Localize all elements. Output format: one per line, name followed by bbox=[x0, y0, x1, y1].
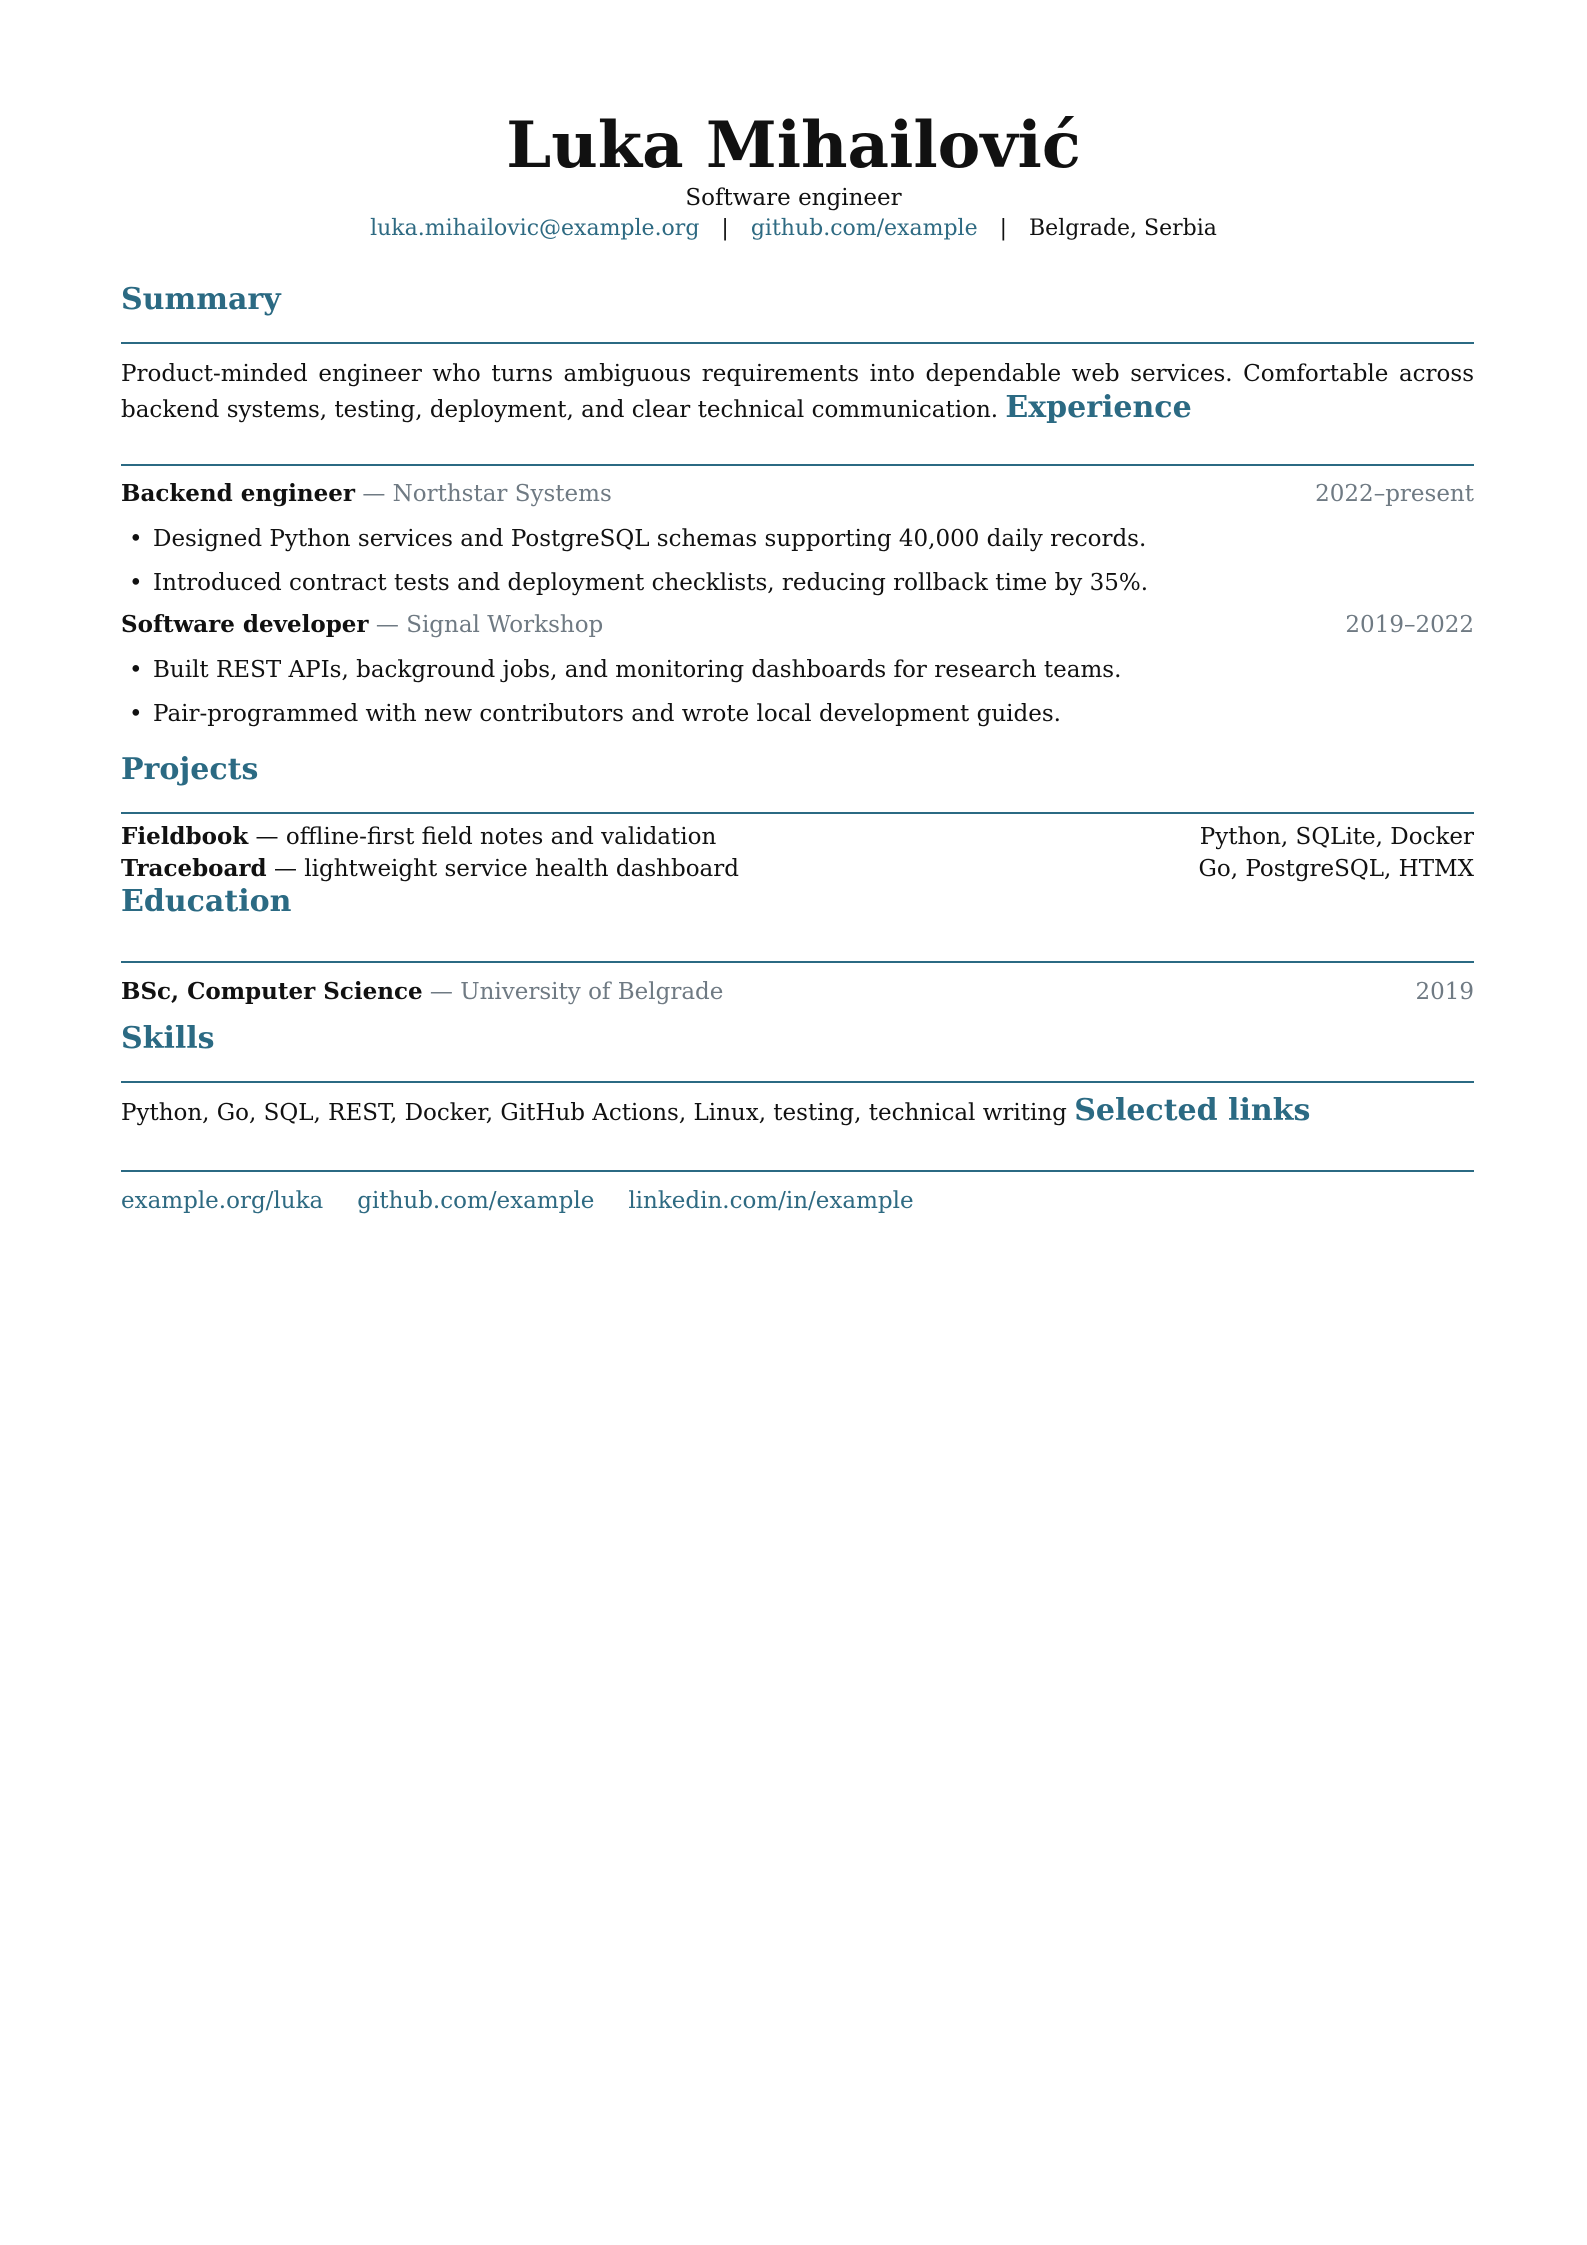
summary-text: Product-minded engineer who turns ambiguous requirements into dependable web services. Comfortable across backend systems, testing, deployment, and clear technical communication. bbox=[121, 361, 1474, 423]
education-rule bbox=[121, 961, 1474, 963]
skills-heading: Skills bbox=[121, 1021, 215, 1056]
job-bullet-text: Designed Python services and PostgreSQL schemas supporting 40,000 daily records. bbox=[153, 526, 1147, 552]
job-company: Signal Workshop bbox=[406, 612, 604, 638]
link-github[interactable]: github.com/example bbox=[357, 1188, 595, 1214]
job-bullet bbox=[121, 523, 1146, 555]
github-link[interactable]: github.com/example bbox=[750, 216, 978, 241]
bullet-glyph: • bbox=[129, 570, 143, 596]
contact-separator: | bbox=[999, 216, 1008, 241]
project-stack: Python, SQLite, Docker bbox=[1199, 824, 1474, 850]
project-name: Fieldbook bbox=[121, 823, 249, 850]
job-title: Software developer bbox=[121, 611, 369, 638]
project-stack: Go, PostgreSQL, HTMX bbox=[1198, 856, 1474, 882]
job-title: Backend engineer bbox=[121, 480, 356, 507]
job-dash: — bbox=[375, 612, 399, 638]
graduation-year: 2019 bbox=[1415, 979, 1474, 1005]
projects-heading: Projects bbox=[121, 752, 259, 787]
location-text: Belgrade, Serbia bbox=[1029, 216, 1217, 241]
education-row bbox=[121, 976, 723, 1008]
job-bullet-text: Pair-programmed with new contributors and wrote local development guides. bbox=[153, 701, 1061, 727]
link-linkedin[interactable]: linkedin.com/in/example bbox=[628, 1188, 914, 1214]
links-rule bbox=[121, 1170, 1474, 1172]
school-name: University of Belgrade bbox=[460, 979, 724, 1005]
links-heading: Selected links bbox=[1074, 1093, 1311, 1128]
summary-heading: Summary bbox=[121, 282, 281, 317]
projects-rule bbox=[121, 812, 1474, 814]
job-bullet bbox=[121, 654, 1121, 686]
bullet-glyph: • bbox=[129, 657, 143, 683]
experience-rule bbox=[121, 464, 1474, 466]
job-heading bbox=[121, 478, 612, 510]
project-desc: — lightweight service health dashboard bbox=[273, 856, 739, 882]
degree-title: BSc, Computer Science bbox=[121, 978, 423, 1005]
job-company: Northstar Systems bbox=[392, 481, 612, 507]
experience-heading: Experience bbox=[1005, 390, 1192, 425]
summary-rule bbox=[121, 342, 1474, 344]
job-heading bbox=[121, 609, 603, 641]
project-desc: — offline-first field notes and validation bbox=[255, 824, 717, 850]
job-dates: 2019–2022 bbox=[1345, 612, 1474, 638]
project-row bbox=[121, 853, 739, 885]
bullet-glyph: • bbox=[129, 701, 143, 727]
links-list bbox=[121, 1185, 948, 1217]
contact-line bbox=[0, 214, 1587, 244]
skills-rule bbox=[121, 1081, 1474, 1083]
project-name: Traceboard bbox=[121, 855, 267, 882]
skills-text: Python, Go, SQL, REST, Docker, GitHub Actions, Linux, testing, technical writing bbox=[121, 1100, 1067, 1126]
job-bullet bbox=[121, 567, 1148, 599]
link-website[interactable]: example.org/luka bbox=[121, 1188, 324, 1214]
education-heading: Education bbox=[121, 884, 292, 919]
candidate-role: Software engineer bbox=[685, 185, 902, 211]
job-dates: 2022–present bbox=[1315, 481, 1474, 507]
job-dash: — bbox=[362, 481, 386, 507]
job-bullet-text: Built REST APIs, background jobs, and monitoring dashboards for research teams. bbox=[153, 657, 1122, 683]
candidate-name: Luka Mihailović bbox=[506, 108, 1081, 183]
summary-paragraph bbox=[121, 358, 1474, 427]
contact-separator: | bbox=[721, 216, 729, 241]
project-row bbox=[121, 821, 716, 853]
job-bullet-text: Introduced contract tests and deployment checklists, reducing rollback time by 35%. bbox=[153, 570, 1149, 596]
education-dash: — bbox=[429, 979, 453, 1005]
bullet-glyph: • bbox=[129, 526, 143, 552]
skills-line bbox=[121, 1095, 1310, 1129]
job-bullet bbox=[121, 698, 1061, 730]
email-link[interactable]: luka.mihailovic@example.org bbox=[370, 216, 700, 241]
